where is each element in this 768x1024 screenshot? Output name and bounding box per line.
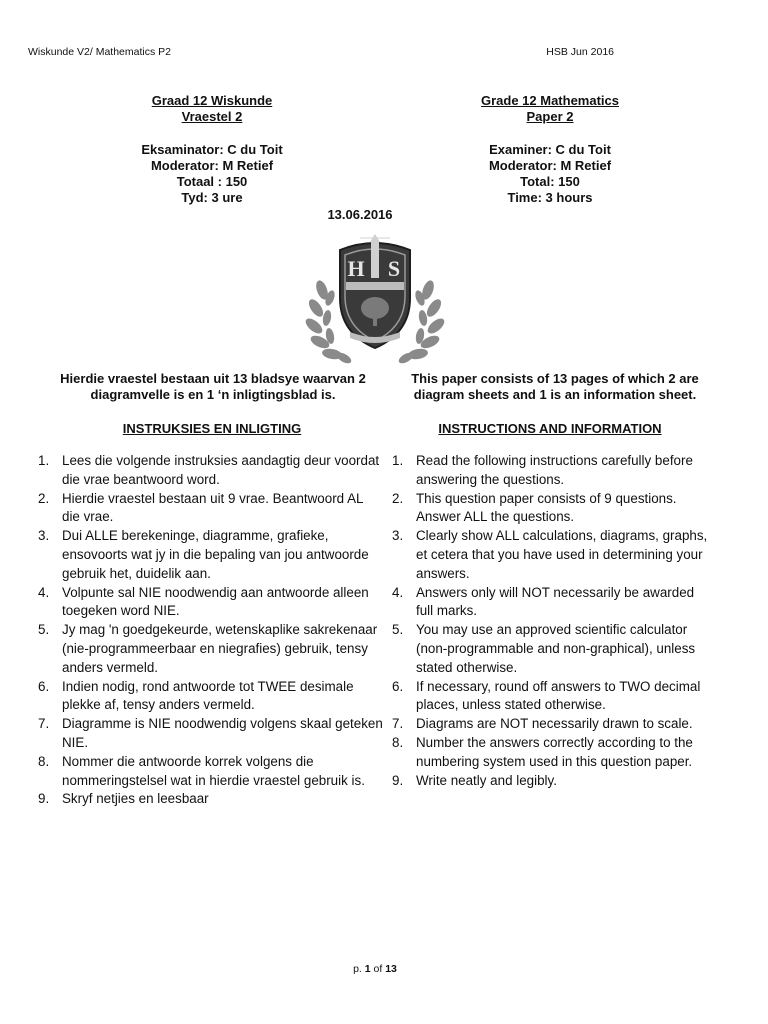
list-item — [392, 621, 712, 677]
list-item-number: 8. — [392, 734, 404, 750]
instructions-list-afrikaans — [38, 452, 383, 809]
header-right-text: HSB Jun 2016 — [546, 46, 614, 58]
list-item-text: Read the following instructions carefully before answering the questions. — [416, 453, 693, 487]
list-item-number: 3. — [38, 528, 50, 544]
list-item-text: Lees die volgende instruksies aandagtig deur voordat die vrae beantwoord word. — [62, 453, 380, 487]
list-item-number: 9. — [38, 791, 50, 807]
title-af-line2: Vraestel 2 — [181, 109, 243, 124]
instructions-list-english — [392, 452, 712, 790]
title-en-moderator: Moderator: M Retief — [488, 158, 612, 173]
title-block-afrikaans — [112, 93, 312, 206]
list-item — [392, 678, 712, 716]
footer-current-page: 1 — [364, 963, 371, 975]
list-item — [392, 527, 712, 583]
list-item-text: If necessary, round off answers to TWO decimal places, unless stated otherwise. — [416, 678, 701, 713]
list-item-number: 2. — [38, 490, 50, 506]
header-left-text: Wiskunde V2/ Mathematics P2 — [28, 46, 171, 58]
list-item-number: 6. — [38, 678, 50, 694]
footer-prefix: p. — [353, 963, 362, 975]
list-item — [392, 715, 712, 734]
list-item — [38, 490, 383, 528]
footer-total-pages: 13 — [385, 963, 397, 975]
list-item — [38, 452, 383, 490]
list-item-number: 9. — [392, 772, 404, 788]
crest-letter-left: H — [347, 256, 365, 281]
list-item — [38, 527, 383, 583]
exam-date: 13.06.2016 — [327, 207, 393, 222]
list-item-number: 1. — [38, 453, 50, 468]
title-af-examiner: Eksaminator: C du Toit — [141, 142, 283, 157]
list-item-text: Clearly show ALL calculations, diagrams, graphs, et cetera that you have used in determining your answers. — [416, 528, 708, 581]
instructions-heading-english: INSTRUCTIONS AND INFORMATION — [438, 421, 662, 436]
title-af-total: Totaal : 150 — [176, 174, 248, 189]
list-item-number: 4. — [38, 584, 50, 600]
list-item-text: Indien nodig, rond antwoorde tot TWEE desimale plekke af, tensy anders vermeld. — [62, 678, 354, 713]
instructions-heading-afrikaans: INSTRUKSIES EN INLIGTING — [122, 421, 302, 436]
title-af-moderator: Moderator: M Retief — [150, 158, 274, 173]
list-item — [38, 790, 383, 809]
list-item-text: Volpunte sal NIE noodwendig aan antwoorde alleen toegeken word NIE. — [62, 584, 369, 619]
list-item-text: Hierdie vraestel bestaan uit 9 vrae. Beantwoord AL die vrae. — [62, 490, 363, 525]
title-en-line1: Grade 12 Mathematics — [480, 93, 619, 108]
school-crest-icon — [300, 228, 450, 368]
list-item-number: 7. — [38, 716, 50, 732]
list-item-number: 1. — [392, 453, 404, 468]
list-item-text: Answers only will NOT necessarily be awarded full marks. — [416, 584, 695, 619]
list-item-text: Dui ALLE berekeninge, diagramme, grafieke, ensovoorts wat jy in die bepaling van jou antwoorde gebruik het, duidelik aan. — [62, 528, 369, 581]
page-number-footer — [300, 963, 450, 975]
intro-text-english: This paper consists of 13 pages of which 2 are diagram sheets and 1 is an information sheet. — [411, 371, 699, 402]
list-item — [38, 584, 383, 622]
intro-text-afrikaans: Hierdie vraestel bestaan uit 13 bladsye waarvan 2 diagramvelle is en 1 ‘n inligtingsblad is. — [60, 371, 366, 402]
list-item-number: 4. — [392, 584, 404, 600]
page-header — [28, 46, 614, 58]
list-item-text: Diagrams are NOT necessarily drawn to scale. — [416, 716, 693, 732]
list-item — [392, 772, 712, 791]
list-item — [392, 490, 712, 528]
list-item — [392, 452, 712, 490]
list-item-number: 3. — [392, 528, 404, 544]
list-item-text: Write neatly and legibly. — [416, 772, 557, 788]
list-item-number: 7. — [392, 716, 404, 732]
list-item-text: Nommer die antwoorde korrek volgens die nommeringstelsel wat in hierdie vraestel gebruik is. — [62, 753, 365, 788]
list-item-text: You may use an approved scientific calculator (non-programmable and non-graphical), unless stated otherwise. — [416, 622, 696, 675]
title-en-line2: Paper 2 — [526, 109, 574, 124]
title-en-examiner: Examiner: C du Toit — [489, 142, 611, 157]
list-item-text: This question paper consists of 9 questions. Answer ALL the questions. — [416, 490, 677, 525]
list-item — [38, 678, 383, 716]
crest-letter-right: S — [387, 256, 401, 281]
list-item-text: Number the answers correctly according to the numbering system used in this question paper. — [416, 734, 693, 769]
title-block-english — [450, 93, 650, 206]
title-en-time: Time: 3 hours — [507, 190, 593, 205]
list-item-text: Jy mag 'n goedgekeurde, wetenskaplike sakrekenaar (nie-programmeerbaar en niegrafies) gebruik, tensy anders vermeld. — [62, 622, 378, 675]
list-item — [38, 753, 383, 791]
title-af-time: Tyd: 3 ure — [181, 190, 243, 205]
list-item-number: 8. — [38, 753, 50, 769]
list-item-number: 5. — [392, 622, 404, 638]
list-item — [392, 584, 712, 622]
list-item-text: Diagramme is NIE noodwendig volgens skaal geteken NIE. — [62, 716, 383, 750]
list-item-number: 6. — [392, 678, 404, 694]
footer-of: of — [373, 963, 383, 975]
list-item — [38, 715, 383, 753]
list-item-text: Skryf netjies en leesbaar — [62, 791, 209, 807]
title-en-total: Total: 150 — [520, 174, 580, 189]
list-item — [38, 621, 383, 677]
list-item-number: 5. — [38, 622, 50, 638]
list-item — [392, 734, 712, 772]
list-item-number: 2. — [392, 490, 404, 506]
title-af-line1: Graad 12 Wiskunde — [151, 93, 273, 108]
